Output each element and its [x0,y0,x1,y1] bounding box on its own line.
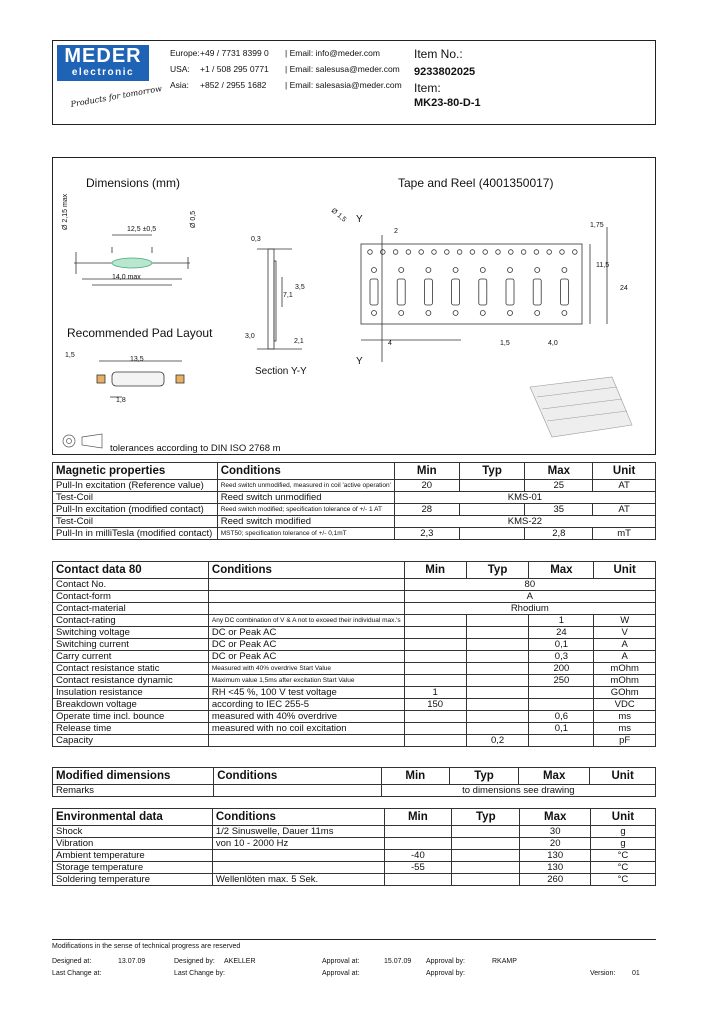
table-cell: measured with no coil excitation [208,723,404,735]
tape-pocket [424,279,432,305]
item-value: MK23-80-D-1 [414,97,481,109]
dim-p5: 7,1 [283,292,293,299]
table-cell [452,874,520,886]
table-cell: Soldering temperature [53,874,213,886]
table-cell [466,639,529,651]
table-header-row [53,768,656,785]
dim-p1: 0,3 [251,236,261,243]
pad-title: Recommended Pad Layout [67,326,213,340]
contact-data-table [52,561,656,747]
item-label: Item: [414,81,441,95]
sprocket-hole [496,250,501,255]
table-cell: GOhm [594,687,656,699]
table-cell: V [594,627,656,639]
projection-symbol [63,434,102,448]
table-cell [214,785,381,797]
table-cell: W [594,615,656,627]
table-row [53,504,656,516]
table-cell [466,699,529,711]
table-cell: A [594,639,656,651]
table-cell: 0,6 [529,711,594,723]
table-cell: Pull-In excitation (Reference value) [53,480,218,492]
table-cell [404,675,466,687]
dim-t6: 11,5 [596,262,610,269]
column-header: Typ [452,809,520,826]
table-cell [208,591,404,603]
column-header: Max [525,463,593,480]
table-cell: Switching voltage [53,627,209,639]
column-header: Min [381,768,449,785]
sprocket-hole [457,250,462,255]
table-cell: Release time [53,723,209,735]
version-label: Version: [590,970,616,977]
table-cell [404,615,466,627]
table-cell: Breakdown voltage [53,699,209,711]
dim-pad-width: 1,5 [65,352,75,359]
table-cell: to dimensions see drawing [381,785,655,797]
column-header: Modified dimensions [53,768,214,785]
table-cell: ms [594,723,656,735]
table-cell [529,687,594,699]
table-row [53,874,656,886]
table-row [53,579,656,591]
table-cell [212,850,384,862]
table-cell [384,838,451,850]
table-cell: Capacity [53,735,209,747]
table-cell: VDC [594,699,656,711]
table-cell: DC or Peak AC [208,639,404,651]
sprocket-hole [509,250,514,255]
last-approval-by-label: Approval by: [426,970,465,977]
pocket-pad [372,311,377,316]
table-cell: 0,1 [529,639,594,651]
table-cell [404,723,466,735]
logo-bottom: electronic [71,67,135,78]
table-cell: A [594,651,656,663]
table-cell: Any DC combination of V & A not to exceed their individual max.'s [208,615,404,627]
dim-p3: 2,1 [294,338,304,345]
designed-date: 13.07.09 [118,958,146,965]
reel-drawing [530,377,632,437]
table-cell: Contact-material [53,603,209,615]
column-header: Min [404,562,466,579]
pocket-pad [453,268,458,273]
table-cell: mT [593,528,656,540]
table-cell: Pull-In in milliTesla (modified contact) [53,528,218,540]
dim-pad-gap: 1,8 [116,397,126,404]
pocket-pad [426,311,431,316]
table-cell: -40 [384,850,451,862]
table-cell [208,579,404,591]
table-cell: 1/2 Sinuswelle, Dauer 11ms [212,826,384,838]
table-row [53,603,656,615]
email: | Email: info@meder.com [285,48,380,58]
table-cell: 25 [525,480,593,492]
last-approval-label: Approval at: [322,970,360,977]
sprocket-hole [419,250,424,255]
table-cell [384,874,451,886]
table-cell: Test-Coil [53,492,218,504]
dim-pad-length: 13,5 [130,356,144,363]
table-cell [466,627,529,639]
table-cell: Reed switch modified; specification tolerance of +/- 1 AT [217,504,394,516]
table-row [53,785,656,797]
table-cell: Shock [53,826,213,838]
column-header: Contact data 80 [53,562,209,579]
region-label: Asia: [170,80,189,90]
table-cell: 20 [394,480,459,492]
sprocket-hole [432,250,437,255]
approval-date: 15.07.09 [384,958,412,965]
table-row [53,735,656,747]
sprocket-hole [521,250,526,255]
table-cell: Pull-In excitation (modified contact) [53,504,218,516]
table-cell [404,711,466,723]
approval-label: Approval at: [322,958,360,965]
table-cell: Carry current [53,651,209,663]
table-cell: AT [593,504,656,516]
magnetic-properties-table [52,462,656,540]
tape-drawing [361,227,610,362]
pocket-pad [562,268,567,273]
table-header-row [53,809,656,826]
table-row [53,862,656,874]
table-cell [404,627,466,639]
table-cell: mOhm [594,663,656,675]
pocket-pad [508,311,513,316]
column-header: Unit [594,562,656,579]
table-cell [208,735,404,747]
table-cell: Storage temperature [53,862,213,874]
approval-by-label: Approval by: [426,958,465,965]
column-header: Conditions [217,463,394,480]
table-cell [529,699,594,711]
table-cell: Reed switch unmodified [217,492,394,504]
column-header: Max [529,562,594,579]
meder-logo [57,45,149,81]
column-header: Conditions [212,809,384,826]
dim-angle: Ø 1,5 [329,207,348,224]
pocket-pad [480,268,485,273]
footer-rule [52,939,656,940]
table-cell: Vibration [53,838,213,850]
dim-t4: 4,0 [548,340,558,347]
table-row [53,516,656,528]
table-cell: Rhodium [404,603,655,615]
table-cell: 80 [404,579,655,591]
designed-by-label: Designed by: [174,958,215,965]
table-cell: measured with 40% overdrive [208,711,404,723]
table-cell [404,639,466,651]
table-cell: 1 [529,615,594,627]
table-cell: 0,1 [529,723,594,735]
table-cell: Contact resistance static [53,663,209,675]
table-cell [212,862,384,874]
table-cell: 150 [404,699,466,711]
table-cell: °C [590,862,655,874]
designed-by: AKELLER [224,958,256,965]
table-cell: KMS-22 [394,516,655,528]
table-cell: DC or Peak AC [208,651,404,663]
table-cell: von 10 - 2000 Hz [212,838,384,850]
table-cell [452,826,520,838]
dim-diameter-lead: Ø 0,5 [190,210,197,228]
dim-p2: 3,5 [295,284,305,291]
table-cell [404,735,466,747]
column-header: Conditions [214,768,381,785]
dim-body-length: 12,5 ±0,5 [127,226,157,233]
version-value: 01 [632,970,640,977]
sprocket-hole [470,250,475,255]
column-header: Unit [590,809,655,826]
section-label: Section Y-Y [255,366,307,377]
table-cell: 130 [520,850,590,862]
table-cell [404,663,466,675]
table-cell: Reed switch modified [217,516,394,528]
item-no-value: 9233802025 [414,66,476,78]
table-cell: Maximum value 1,5ms after excitation Start Value [208,675,404,687]
table-cell [452,838,520,850]
table-cell: 2,3 [394,528,459,540]
column-header: Typ [449,768,518,785]
tape-pocket [397,279,405,305]
table-cell [384,826,451,838]
table-cell: 1 [404,687,466,699]
column-header: Typ [466,562,529,579]
table-cell: 0,2 [466,735,529,747]
table-cell [452,850,520,862]
modified-dimensions-table [52,767,656,797]
sprocket-hole [393,250,398,255]
pocket-pad [372,268,377,273]
dimensions-title: Dimensions (mm) [86,176,181,190]
dim-t3: 1,5 [500,340,510,347]
table-cell: 200 [529,663,594,675]
table-cell [466,651,529,663]
column-header: Min [384,809,451,826]
column-header: Max [519,768,590,785]
email: | Email: salesasia@meder.com [285,80,402,90]
sprocket-hole [547,250,552,255]
sprocket-hole [560,250,565,255]
sprocket-hole [445,250,450,255]
table-cell: Wellenlöten max. 5 Sek. [212,874,384,886]
table-row [53,591,656,603]
table-cell: pF [594,735,656,747]
table-cell: RH <45 %, 100 V test voltage [208,687,404,699]
table-cell: 24 [529,627,594,639]
table-row [53,850,656,862]
table-cell [459,504,525,516]
pocket-pad [453,311,458,316]
table-row [53,838,656,850]
table-row [53,675,656,687]
dim-p4: 3,0 [245,333,255,340]
region-label: Europe: [170,48,200,58]
column-header: Min [394,463,459,480]
table-cell [404,651,466,663]
phone: +852 / 2955 1682 [200,80,267,90]
environmental-data-table [52,808,656,886]
column-header: Unit [593,463,656,480]
column-header: Max [520,809,590,826]
table-cell: g [590,838,655,850]
table-cell: °C [590,874,655,886]
table-cell: A [404,591,655,603]
sprocket-hole [368,250,373,255]
last-change-by-label: Last Change by: [174,970,225,977]
column-header: Environmental data [53,809,213,826]
section-drawing [257,249,302,349]
table-cell [529,735,594,747]
pocket-pad [399,311,404,316]
table-row [53,627,656,639]
table-cell: Ambient temperature [53,850,213,862]
technical-drawing [52,157,656,455]
table-cell [466,615,529,627]
table-cell: Contact No. [53,579,209,591]
table-cell [466,663,529,675]
table-cell [466,687,529,699]
section-y-top: Y [356,214,363,225]
table-cell: 2,8 [525,528,593,540]
tape-pocket [479,279,487,305]
table-cell: KMS-01 [394,492,655,504]
table-cell [466,675,529,687]
table-cell: Remarks [53,785,214,797]
designed-label: Designed at: [52,958,92,965]
table-cell: mOhm [594,675,656,687]
phone: +1 / 508 295 0771 [200,64,269,74]
dim-diameter-max: Ø 2,15 max [62,193,69,230]
tape-pocket [506,279,514,305]
slogan: Products for tomorrow [69,84,163,109]
table-cell: Contact-form [53,591,209,603]
table-header-row [53,562,656,579]
table-cell [459,528,525,540]
table-cell: 260 [520,874,590,886]
dim-length-max: 14,0 max [112,274,141,281]
table-cell: Reed switch unmodified, measured in coil 'active operation' [217,480,394,492]
phone: +49 / 7731 8399 0 [200,48,269,58]
table-row [53,528,656,540]
table-cell [452,862,520,874]
table-cell [466,711,529,723]
table-row [53,492,656,504]
table-cell: 130 [520,862,590,874]
dim-t5: 1,75 [590,222,604,229]
table-cell [459,480,525,492]
table-row [53,639,656,651]
table-row [53,723,656,735]
table-row [53,826,656,838]
table-cell: Test-Coil [53,516,218,528]
table-cell: ms [594,711,656,723]
tolerance-note: tolerances according to DIN ISO 2768 m [110,443,281,454]
table-cell: 35 [525,504,593,516]
table-cell: Insulation resistance [53,687,209,699]
table-cell: 250 [529,675,594,687]
modification-note: Modifications in the sense of technical progress are reserved [52,943,241,950]
table-cell: 30 [520,826,590,838]
dim-t2: 4 [388,340,392,347]
region-label: USA: [170,64,190,74]
pocket-pad [426,268,431,273]
pocket-pad [480,311,485,316]
table-row [53,711,656,723]
sprocket-hole [483,250,488,255]
table-row [53,663,656,675]
tape-pocket [560,279,568,305]
tape-title: Tape and Reel (4001350017) [398,176,554,190]
table-cell: °C [590,850,655,862]
last-change-label: Last Change at: [52,970,102,977]
column-header: Conditions [208,562,404,579]
pocket-pad [508,268,513,273]
table-row [53,480,656,492]
pocket-pad [399,268,404,273]
logo-top: MEDER [64,45,142,67]
table-cell [208,603,404,615]
table-cell: g [590,826,655,838]
table-header-row [53,463,656,480]
dim-t7: 24 [620,285,628,292]
table-row [53,615,656,627]
sprocket-hole [573,250,578,255]
tape-pocket [533,279,541,305]
sprocket-hole [534,250,539,255]
table-cell [466,723,529,735]
table-cell: -55 [384,862,451,874]
table-cell: 20 [520,838,590,850]
table-cell: 0,3 [529,651,594,663]
table-cell: Contact-rating [53,615,209,627]
table-cell: Operate time incl. bounce [53,711,209,723]
pocket-pad [535,268,540,273]
table-cell: 28 [394,504,459,516]
email: | Email: salesusa@meder.com [285,64,400,74]
section-y-bottom: Y [356,356,363,367]
tape-pocket [452,279,460,305]
table-cell: Switching current [53,639,209,651]
pocket-pad [562,311,567,316]
table-cell: AT [593,480,656,492]
approval-by: RKAMP [492,958,517,965]
column-header: Typ [459,463,525,480]
table-cell: Contact resistance dynamic [53,675,209,687]
table-cell: Measured with 40% overdrive Start Value [208,663,404,675]
sprocket-hole [406,250,411,255]
item-no-label: Item No.: [414,47,463,61]
table-cell: DC or Peak AC [208,627,404,639]
table-row [53,687,656,699]
column-header: Unit [590,768,656,785]
tape-pocket [370,279,378,305]
table-cell: according to IEC 255-5 [208,699,404,711]
pocket-pad [535,311,540,316]
sprocket-hole [381,250,386,255]
column-header: Magnetic properties [53,463,218,480]
dim-t1: 2 [394,228,398,235]
table-cell: MST50; specification tolerance of +/- 0,1mT [217,528,394,540]
table-row [53,651,656,663]
pad-drawing [97,361,184,397]
table-row [53,699,656,711]
